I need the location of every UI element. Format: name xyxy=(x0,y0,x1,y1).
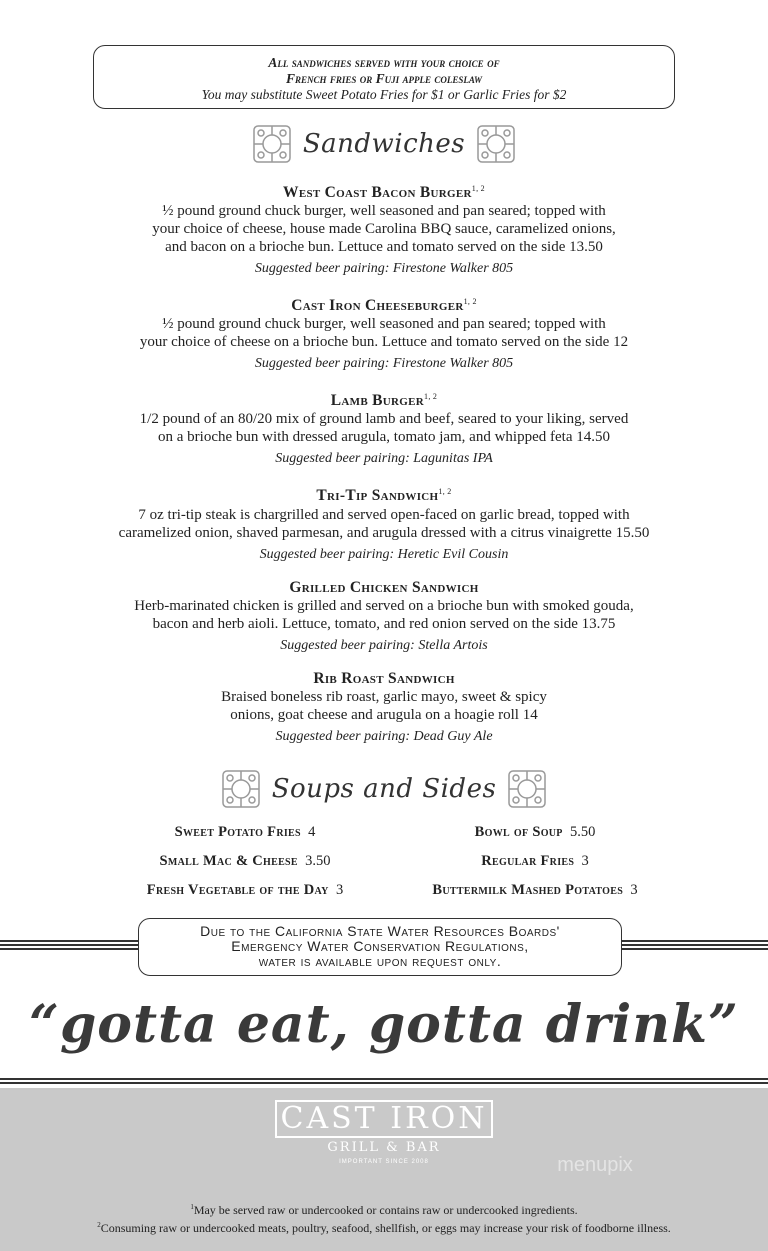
item-name: Rib Roast Sandwich xyxy=(313,669,455,687)
footnote-1: $^1$May be served raw or undercooked or contains raw or undercooked ingredients. xyxy=(190,1203,578,1217)
menu-item xyxy=(0,579,768,655)
beer-pairing: Suggested beer pairing: Heretic Evil Cousin xyxy=(259,546,509,562)
soups-sides-header xyxy=(0,768,768,815)
slogan: “gotta eat, gotta drink” xyxy=(29,994,739,1055)
divider xyxy=(0,1082,768,1084)
side-item: Regular Fries 3 xyxy=(481,853,589,869)
beer-pairing: Suggested beer pairing: Lagunitas IPA xyxy=(275,451,493,467)
side-item: Fresh Vegetable of the Day 3 xyxy=(146,882,344,898)
side-item: Bowl of Soup 5.50 xyxy=(474,824,596,840)
restaurant-logo xyxy=(275,1100,493,1164)
item-description: on a brioche bun with dressed arugula, tomato jam, and whipped feta 14.50 xyxy=(158,429,610,446)
menu-item xyxy=(0,293,768,373)
item-description: onions, goat cheese and arugula on a hoagie roll 14 xyxy=(230,706,538,723)
logo-small: IMPORTANT SINCE 2008 xyxy=(339,1159,429,1165)
soups-sides-title: Soups and Sides xyxy=(271,774,497,804)
menu-item xyxy=(0,180,768,278)
sides-row xyxy=(100,847,680,876)
item-description: your choice of cheese on a brioche bun. Lettuce and tomato served on the side 12 xyxy=(139,334,629,351)
item-name: Cast Iron Cheeseburger$^{1, 2}$ xyxy=(291,297,477,315)
item-description: Braised boneless rib roast, garlic mayo, sweet & spicy xyxy=(221,688,547,705)
sides-list xyxy=(100,818,680,905)
side-item: Buttermilk Mashed Potatoes 3 xyxy=(432,882,638,898)
sides-row xyxy=(100,876,680,905)
footnotes xyxy=(0,1200,768,1236)
item-description: caramelized onion, shaved parmesan, and arugula dressed with a citrus vinaigrette 15.50 xyxy=(118,524,650,541)
sandwiches-header xyxy=(0,123,768,170)
water-line-3: water is available upon request only. xyxy=(258,953,502,969)
ornament-icon xyxy=(475,123,517,165)
divider xyxy=(0,1078,768,1080)
item-description: bacon and herb aioli. Lettuce, tomato, and red onion served on the side 13.75 xyxy=(152,615,616,632)
item-description: Herb-marinated chicken is grilled and served on a brioche bun with smoked gouda, xyxy=(134,597,634,614)
footer xyxy=(0,1088,768,1251)
menu-item xyxy=(0,670,768,746)
beer-pairing: Suggested beer pairing: Dead Guy Ale xyxy=(275,728,493,744)
item-description: 7 oz tri-tip steak is chargrilled and served open-faced on garlic bread, topped with xyxy=(138,506,630,523)
beer-pairing: Suggested beer pairing: Firestone Walker 805 xyxy=(254,356,514,372)
item-description: your choice of cheese, house made Carolina BBQ sauce, caramelized onions, xyxy=(152,221,616,238)
logo-main: CAST IRON xyxy=(275,1100,493,1138)
sandwich-list xyxy=(0,180,768,761)
item-name: Grilled Chicken Sandwich xyxy=(289,578,479,596)
footnote-2: $^2$Consuming raw or undercooked meats, poultry, seafood, shellfish, or eggs may increase your risk of foodborne illness. xyxy=(97,1221,671,1235)
side-item: Small Mac & Cheese 3.50 xyxy=(159,853,331,869)
menu-item xyxy=(0,483,768,563)
item-name: Tri-Tip Sandwich$^{1, 2}$ xyxy=(316,487,452,505)
watermark: menupix xyxy=(557,1154,633,1176)
item-description: ½ pound ground chuck burger, well seasoned and pan seared; topped with xyxy=(162,203,606,220)
water-notice-box xyxy=(138,918,622,976)
sides-row xyxy=(100,818,680,847)
item-name: Lamb Burger$^{1, 2}$ xyxy=(330,392,438,410)
divider-rules xyxy=(0,1078,768,1086)
beer-pairing: Suggested beer pairing: Stella Artois xyxy=(280,637,488,653)
beer-pairing: Suggested beer pairing: Firestone Walker 805 xyxy=(254,261,514,277)
logo-sub: GRILL & BAR xyxy=(327,1140,441,1155)
item-description: and bacon on a brioche bun. Lettuce and tomato served on the side 13.50 xyxy=(165,239,603,256)
water-line-2: Emergency Water Conservation Regulations, xyxy=(231,938,529,954)
item-description: ½ pound ground chuck burger, well seasoned and pan seared; topped with xyxy=(162,316,606,333)
ornament-icon xyxy=(251,123,293,165)
notice-line-1: All sandwiches served with your choice of xyxy=(268,55,500,70)
side-item: Sweet Potato Fries 4 xyxy=(174,824,316,840)
ornament-icon xyxy=(506,768,548,810)
notice-line-3: You may substitute Sweet Potato Fries for $1 or Garlic Fries for $2 xyxy=(201,87,567,102)
item-description: 1/2 pound of an 80/20 mix of ground lamb and beef, seared to your liking, served xyxy=(139,411,629,428)
notice-line-2: French fries or Fuji apple coleslaw xyxy=(285,71,483,86)
water-line-1: Due to the California State Water Resources Boards' xyxy=(200,923,560,939)
sides-notice-box xyxy=(93,45,675,109)
item-name: West Coast Bacon Burger$^{1, 2}$ xyxy=(283,184,485,202)
ornament-icon xyxy=(220,768,262,810)
sandwiches-title: Sandwiches xyxy=(302,129,466,159)
menu-item xyxy=(0,388,768,468)
